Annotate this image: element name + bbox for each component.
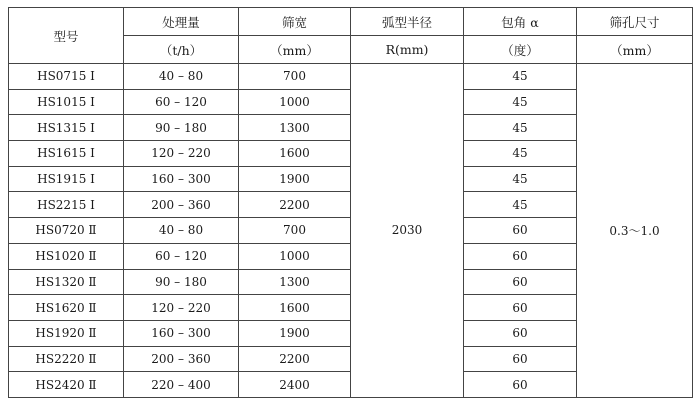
- cell-angle: 45: [464, 89, 577, 115]
- cell-capacity: 120 – 220: [124, 295, 239, 321]
- cell-angle: 60: [464, 372, 577, 398]
- cell-model: HS1920 Ⅱ: [9, 320, 124, 346]
- cell-model: HS0715 Ⅰ: [9, 64, 124, 90]
- cell-angle: 45: [464, 64, 577, 90]
- header-width-unit: （mm）: [239, 36, 351, 64]
- cell-angle: 45: [464, 192, 577, 218]
- cell-capacity: 40 – 80: [124, 64, 239, 90]
- header-hole-unit: （mm）: [577, 36, 693, 64]
- cell-capacity: 200 – 360: [124, 192, 239, 218]
- cell-model: HS1615 Ⅰ: [9, 141, 124, 167]
- cell-width: 1600: [239, 295, 351, 321]
- spec-table: [8, 7, 693, 398]
- header-width: 筛宽: [239, 8, 351, 36]
- cell-width: 2400: [239, 372, 351, 398]
- table-row: [9, 64, 693, 90]
- header-angle-unit: （度）: [464, 36, 577, 64]
- cell-capacity: 60 – 120: [124, 243, 239, 269]
- cell-capacity: 120 – 220: [124, 141, 239, 167]
- header-capacity-unit: （t/h）: [124, 36, 239, 64]
- cell-capacity: 40 – 80: [124, 218, 239, 244]
- cell-width: 1900: [239, 320, 351, 346]
- cell-width: 1000: [239, 89, 351, 115]
- cell-width: 1000: [239, 243, 351, 269]
- cell-angle: 60: [464, 269, 577, 295]
- cell-width: 700: [239, 218, 351, 244]
- cell-model: HS1915 Ⅰ: [9, 166, 124, 192]
- cell-model: HS2220 Ⅱ: [9, 346, 124, 372]
- header-radius-unit: R(mm): [351, 36, 464, 64]
- cell-model: HS2420 Ⅱ: [9, 372, 124, 398]
- cell-angle: 60: [464, 243, 577, 269]
- cell-angle: 45: [464, 166, 577, 192]
- header-hole: 筛孔尺寸: [577, 8, 693, 36]
- header-row-titles: [9, 8, 693, 36]
- cell-model: HS1315 Ⅰ: [9, 115, 124, 141]
- cell-capacity: 60 – 120: [124, 89, 239, 115]
- cell-capacity: 90 – 180: [124, 115, 239, 141]
- cell-angle: 45: [464, 141, 577, 167]
- table-header: [9, 8, 693, 64]
- cell-capacity: 160 – 300: [124, 166, 239, 192]
- cell-width: 1900: [239, 166, 351, 192]
- cell-model: HS1015 Ⅰ: [9, 89, 124, 115]
- cell-capacity: 160 – 300: [124, 320, 239, 346]
- cell-capacity: 220 – 400: [124, 372, 239, 398]
- cell-radius: 2030: [351, 64, 464, 398]
- cell-model: HS0720 Ⅱ: [9, 218, 124, 244]
- cell-width: 700: [239, 64, 351, 90]
- header-capacity: 处理量: [124, 8, 239, 36]
- cell-width: 1300: [239, 115, 351, 141]
- cell-model: HS1620 Ⅱ: [9, 295, 124, 321]
- cell-width: 2200: [239, 192, 351, 218]
- cell-angle: 60: [464, 295, 577, 321]
- header-angle: 包角 α: [464, 8, 577, 36]
- cell-angle: 60: [464, 218, 577, 244]
- cell-angle: 60: [464, 320, 577, 346]
- cell-model: HS1320 Ⅱ: [9, 269, 124, 295]
- cell-angle: 60: [464, 346, 577, 372]
- cell-hole: 0.3～1.0: [577, 64, 693, 398]
- header-radius: 弧型半径: [351, 8, 464, 36]
- cell-width: 1600: [239, 141, 351, 167]
- header-model: 型号: [9, 8, 124, 64]
- cell-angle: 45: [464, 115, 577, 141]
- table-body: [9, 64, 693, 398]
- cell-width: 1300: [239, 269, 351, 295]
- cell-width: 2200: [239, 346, 351, 372]
- cell-model: HS1020 Ⅱ: [9, 243, 124, 269]
- cell-capacity: 90 – 180: [124, 269, 239, 295]
- cell-capacity: 200 – 360: [124, 346, 239, 372]
- cell-model: HS2215 Ⅰ: [9, 192, 124, 218]
